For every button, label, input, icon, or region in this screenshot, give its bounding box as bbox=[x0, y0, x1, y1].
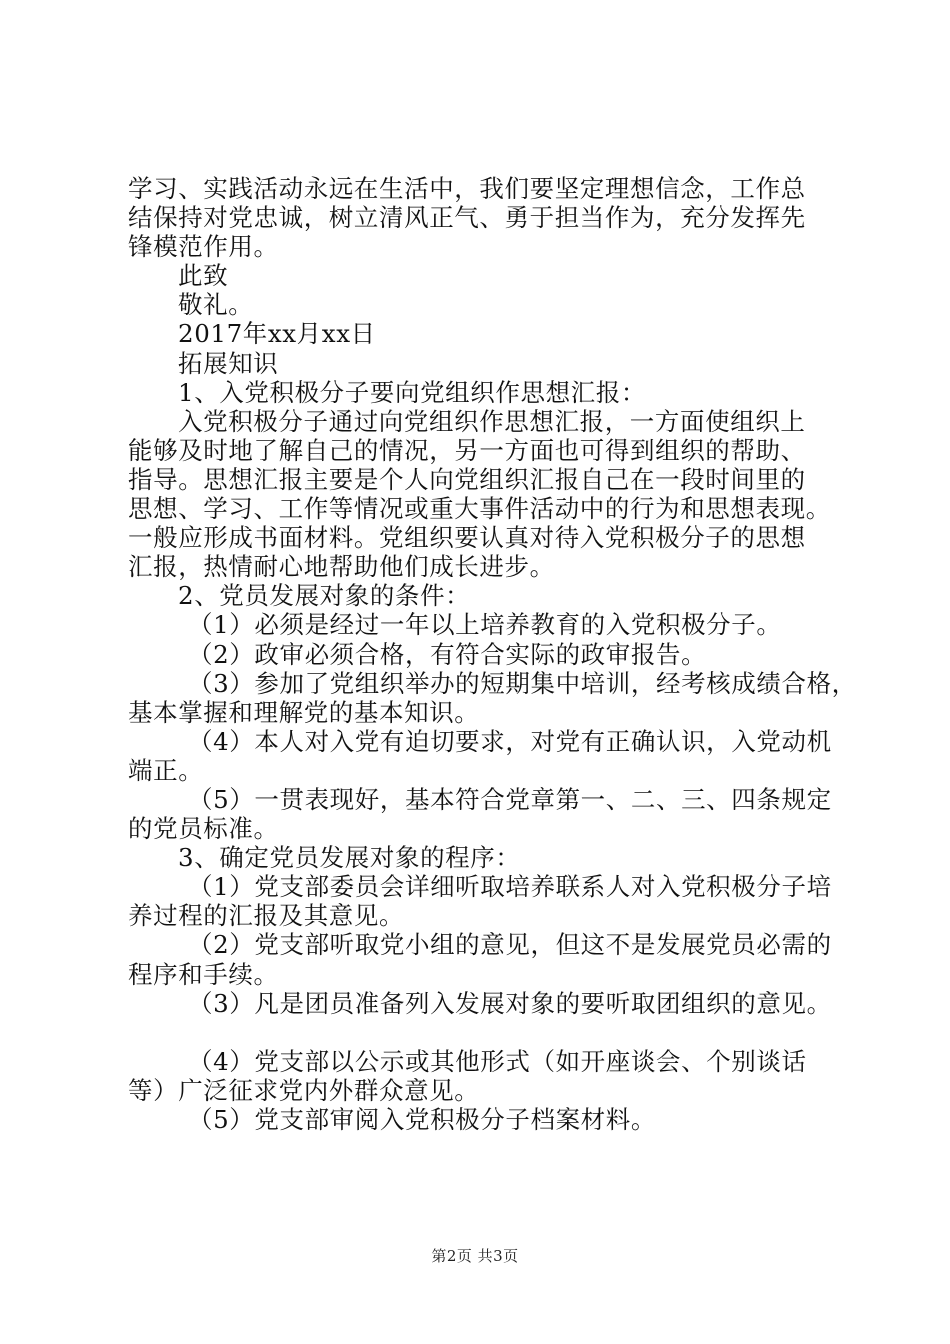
text-line: （5）一贯表现好，基本符合党章第一、二、三、四条规定 bbox=[188, 784, 832, 814]
document-body bbox=[128, 174, 857, 1134]
text-line: 能够及时地了解自己的情况，另一方面也可得到组织的帮助、 bbox=[128, 435, 806, 465]
text-line: 一般应形成书面材料。党组织要认真对待入党积极分子的思想 bbox=[128, 523, 806, 553]
text-line: 端正。 bbox=[128, 755, 204, 785]
text-line: （5）党支部审阅入党积极分子档案材料。 bbox=[188, 1105, 656, 1134]
page-footer: 第2页 共3页 bbox=[431, 1247, 519, 1265]
text-line: （1）必须是经过一年以上培养教育的入党积极分子。 bbox=[188, 610, 782, 640]
text-line: 1、入党积极分子要向党组织作思想汇报： bbox=[178, 377, 646, 407]
text-line: （3）参加了党组织举办的短期集中培训，经考核成绩合格， bbox=[188, 668, 857, 698]
text-line: 敬礼。 bbox=[178, 290, 254, 320]
text-line: （1）党支部委员会详细听取培养联系人对入党积极分子培 bbox=[188, 872, 832, 902]
text-line: 2、党员发展对象的条件： bbox=[178, 581, 471, 611]
text-line: 的党员标准。 bbox=[128, 814, 279, 844]
text-line: 结保持对党忠诚，树立清风正气、勇于担当作为，充分发挥先 bbox=[128, 203, 806, 233]
text-line: 基本掌握和理解党的基本知识。 bbox=[128, 697, 480, 727]
blank-line bbox=[128, 1018, 840, 1047]
text-line: 拓展知识 bbox=[178, 348, 279, 378]
text-line: 2017年xx月xx日 bbox=[178, 319, 376, 349]
text-line: 思想、学习、工作等情况或重大事件活动中的行为和思想表现。 bbox=[128, 494, 831, 524]
text-line: 程序和手续。 bbox=[128, 959, 279, 989]
text-line: 等）广泛征求党内外群众意见。 bbox=[128, 1075, 480, 1105]
text-line: 此致 bbox=[178, 261, 229, 291]
text-line: （4）本人对入党有迫切要求，对党有正确认识，入党动机 bbox=[188, 726, 832, 756]
text-line: （3）凡是团员准备列入发展对象的要听取团组织的意见。 bbox=[188, 988, 832, 1018]
text-line: 锋模范作用。 bbox=[128, 232, 279, 262]
text-line: 入党积极分子通过向党组织作思想汇报，一方面使组织上 bbox=[178, 406, 806, 436]
text-line: 养过程的汇报及其意见。 bbox=[128, 901, 405, 931]
text-line: 学习、实践活动永远在生活中，我们要坚定理想信念，工作总 bbox=[128, 174, 806, 203]
text-line: 指导。思想汇报主要是个人向党组织汇报自己在一段时间里的 bbox=[128, 464, 806, 494]
text-line: 汇报，热情耐心地帮助他们成长进步。 bbox=[128, 552, 555, 582]
text-line: （4）党支部以公示或其他形式（如开座谈会、个别谈话 bbox=[188, 1046, 807, 1076]
text-line: （2）政审必须合格，有符合实际的政审报告。 bbox=[188, 639, 707, 669]
text-line: 3、确定党员发展对象的程序： bbox=[178, 843, 521, 873]
text-line: （2）党支部听取党小组的意见，但这不是发展党员必需的 bbox=[188, 930, 832, 960]
